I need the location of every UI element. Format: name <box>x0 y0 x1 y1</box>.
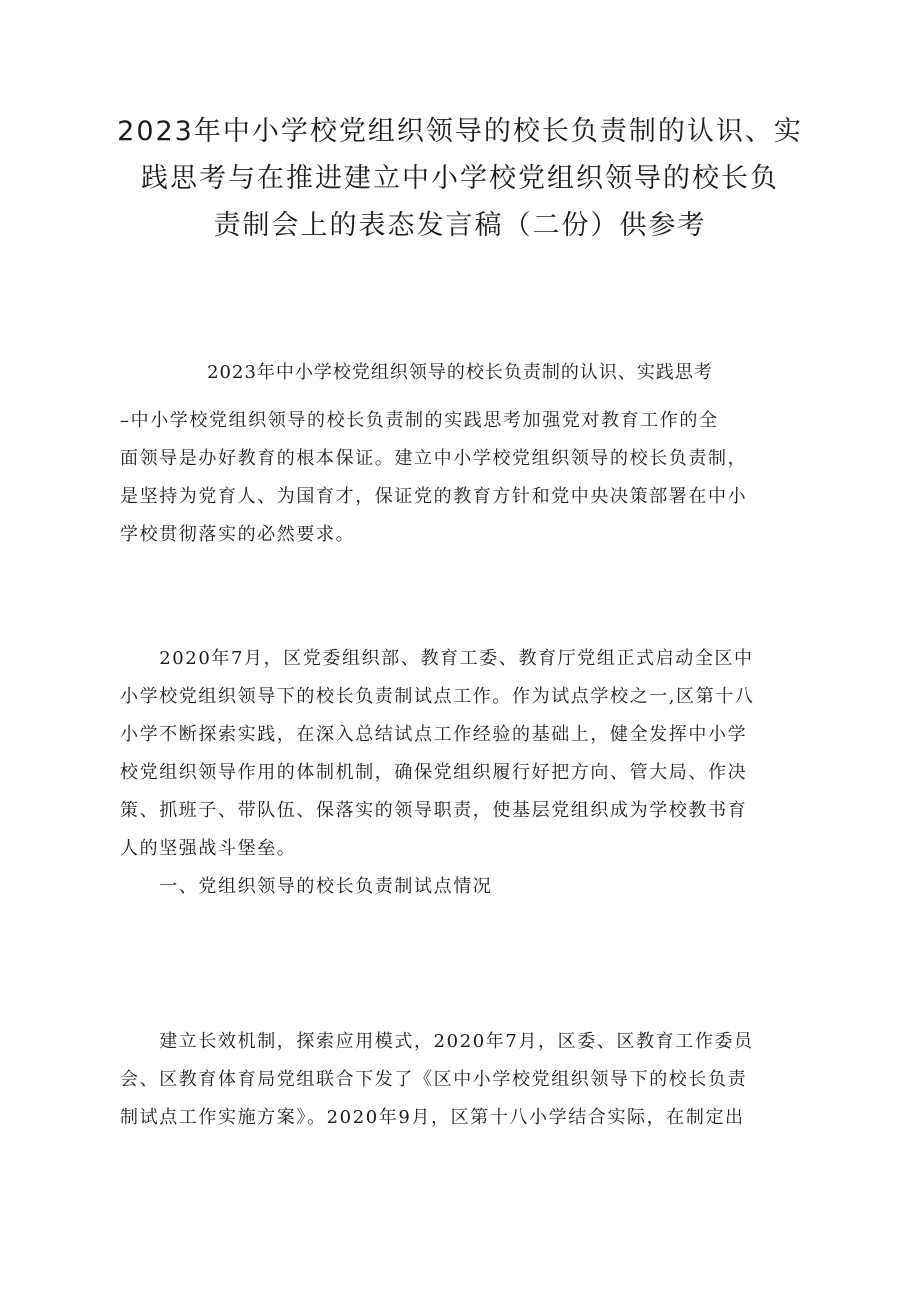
text-line: –中小学校党组织领导的校长负责制的实践思考加强党对教育工作的全 <box>120 410 719 431</box>
text-line: 面领导是办好教育的根本保证。建立中小学校党组织领导的校长负责制， <box>120 448 748 469</box>
title-line: 责制会上的表态发言稿（二份）供参考 <box>213 210 707 241</box>
title-line: 践思考与在推进建立中小学校党组织领导的校长负 <box>141 163 779 194</box>
text-line: 学校贯彻落实的必然要求。 <box>120 524 356 545</box>
text-line: 校党组织领导作用的体制机制，确保党组织履行好把方向、管大局、作决 <box>120 762 748 783</box>
paragraph-background <box>120 640 792 906</box>
paragraph-intro <box>120 402 792 554</box>
text-line: 制试点工作实施方案》。2020年9月，区第十八小学结合实际，在制定出 <box>120 1107 745 1128</box>
paragraph-mechanism <box>120 1023 792 1137</box>
document-title <box>110 108 810 249</box>
text-line: 策、抓班子、带队伍、保落实的领导职责，使基层党组织成为学校教书育 <box>120 800 748 821</box>
title-line: 2023年中小学校党组织领导的校长负责制的认识、实 <box>117 116 803 147</box>
text-line: 小学不断探索实践，在深入总结试点工作经验的基础上，健全发挥中小学 <box>120 724 748 745</box>
text-line: 是坚持为党育人、为国育才，保证党的教育方针和党中央决策部署在中小 <box>120 486 748 507</box>
text-line: 建立长效机制，探索应用模式，2020年7月，区委、区教育工作委员 <box>120 1031 754 1052</box>
text-line: 小学校党组织领导下的校长负责制试点工作。作为试点学校之一,区第十八 <box>120 686 755 707</box>
section-heading: 一、党组织领导的校长负责制试点情况 <box>120 876 493 897</box>
section-subtitle: 2023年中小学校党组织领导的校长负责制的认识、实践思考 <box>207 362 713 383</box>
text-line: 2020年7月，区党委组织部、教育工委、教育厅党组正式启动全区中 <box>120 648 754 669</box>
text-line: 人的坚强战斗堡垒。 <box>120 838 297 859</box>
text-line: 会、区教育体育局党组联合下发了《区中小学校党组织领导下的校长负责 <box>120 1069 748 1090</box>
